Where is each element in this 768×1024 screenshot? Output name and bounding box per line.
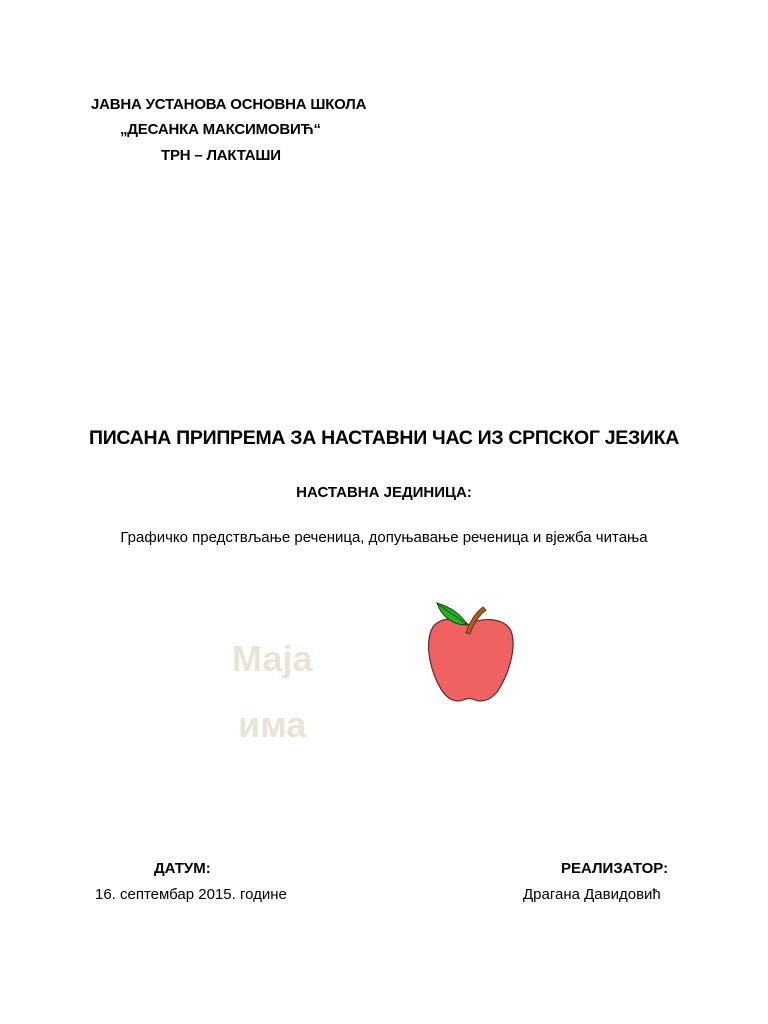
apple-icon xyxy=(423,601,523,706)
date-value: 16. септембар 2015. године xyxy=(95,886,287,903)
unit-label: НАСТАВНА ЈЕДИНИЦА: xyxy=(296,484,472,501)
school-name-line-1: ЈАВНА УСТАНОВА ОСНОВНА ШКОЛА xyxy=(91,96,367,113)
unit-description: Графичко предствљање реченица, допуњавање реченица и вјежба читања xyxy=(120,529,648,546)
faded-word-2: има xyxy=(238,704,307,745)
faded-word-1: Маја xyxy=(232,638,313,679)
date-label: ДАТУМ: xyxy=(154,860,211,877)
school-location-line: ТРН – ЛАКТАШИ xyxy=(161,147,281,164)
author-name: Драгана Давидовић xyxy=(523,886,661,903)
author-label: РЕАЛИЗАТОР: xyxy=(561,860,669,877)
document-title: ПИСАНА ПРИПРЕМА ЗА НАСТАВНИ ЧАС ИЗ СРПСКОГ ЈЕЗИКА xyxy=(88,427,679,449)
school-name-line-2: „ДЕСАНКА МАКСИМОВИЋ“ xyxy=(120,121,321,138)
